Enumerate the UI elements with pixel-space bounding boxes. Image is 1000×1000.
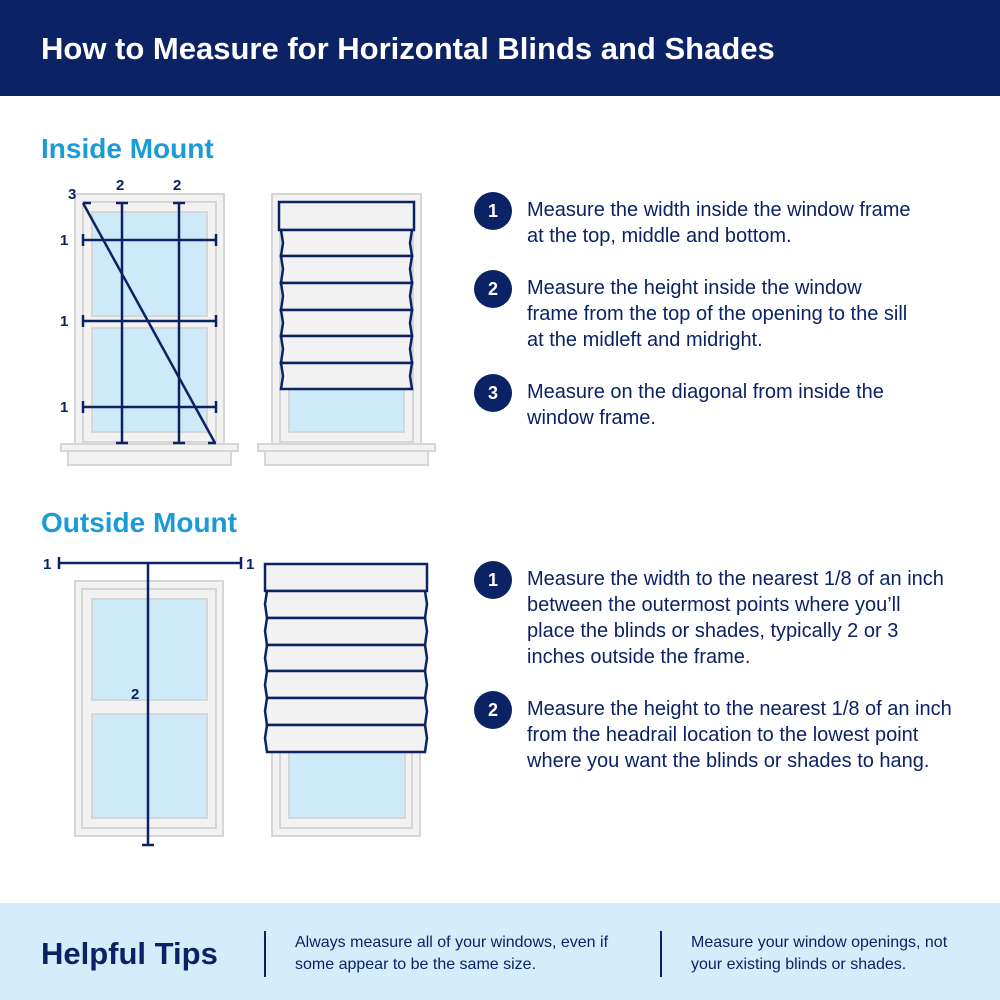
step-text: Measure on the diagonal from inside the window frame. [527,381,884,429]
outside-step-2 [474,696,974,774]
inside-step-3 [474,379,974,431]
step-number-badge: 3 [474,374,512,412]
tips-title: Helpful Tips [41,936,218,971]
step-number-badge: 2 [474,270,512,308]
step-text: Measure the width to the nearest 1/8 of an inch between the outermost points where you’ll place the blinds or shades, typically 2 or 3 inches outside the frame. [527,568,944,668]
outside-blind [265,564,427,752]
width-label: 1 [43,556,52,573]
tip-text: Always measure all of your windows, even if some appear to be the same size. [295,934,609,973]
height-label: 2 [173,177,182,194]
width-label: 1 [60,313,69,330]
step-text: Measure the height to the nearest 1/8 of an inch from the headrail location to the lowest point where you want the blinds or shades to hang. [527,698,952,772]
inside-step-2 [474,275,974,353]
step-number-badge: 1 [474,561,512,599]
width-label: 1 [246,556,255,573]
outside-step-1 [474,566,974,670]
divider [660,931,662,977]
divider [264,931,266,977]
inside-mount-heading: Inside Mount [41,133,214,164]
page-title: How to Measure for Horizontal Blinds and Shades [0,0,1000,96]
step-number-badge: 2 [474,691,512,729]
height-label: 2 [116,177,125,194]
outside-mount-heading: Outside Mount [41,507,237,538]
height-label: 2 [131,686,140,703]
width-label: 1 [60,399,69,416]
inside-step-1 [474,197,974,249]
step-text: Measure the height inside the window frame from the top of the opening to the sill at the midleft and midright. [527,277,908,351]
step-text: Measure the width inside the window frame at the top, middle and bottom. [527,199,911,247]
step-number-badge: 1 [474,192,512,230]
width-label: 1 [60,232,69,249]
inside-mount-window-measure [61,194,238,465]
diagonal-label: 3 [68,186,77,203]
inside-blind [279,202,414,389]
helpful-tips-banner [0,903,1000,1000]
tip-text: Measure your window openings, not your existing blinds or shades. [691,934,948,973]
